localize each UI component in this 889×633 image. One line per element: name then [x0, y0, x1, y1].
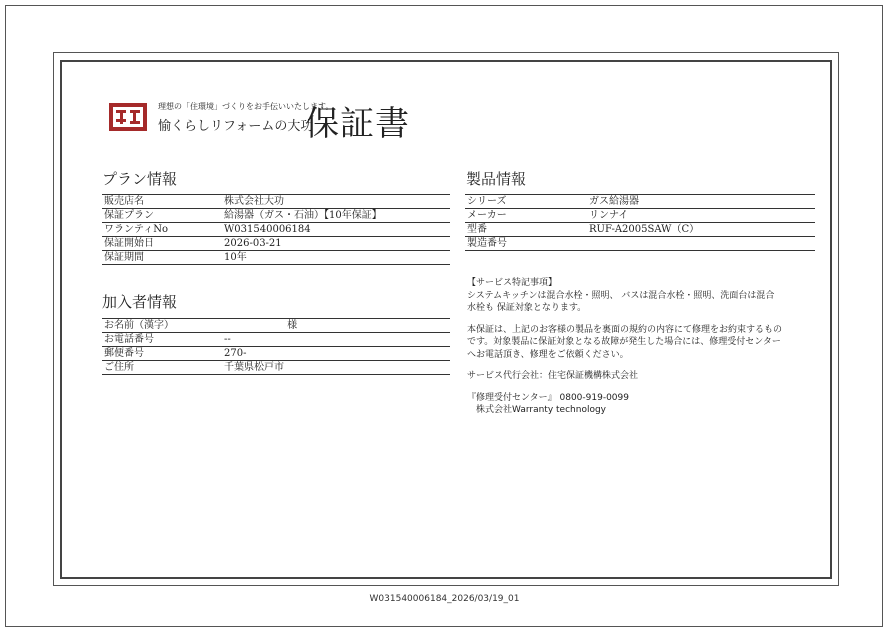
plan-value: 株式会社大功	[222, 195, 450, 209]
service-notes	[467, 277, 812, 417]
table-row	[102, 251, 450, 265]
table-row	[102, 347, 450, 361]
table-row	[102, 319, 450, 333]
notes-body-line: へお電話頂き、修理をご依頼ください。	[467, 349, 629, 360]
plan-section-title: プラン情報	[102, 170, 178, 188]
notes-body-line: です。対象製品に保証対象となる故障が発生した場合には、修理受付センター	[467, 337, 781, 347]
table-row	[102, 195, 450, 209]
member-label: ご住所	[102, 361, 222, 375]
plan-label: 保証プラン	[102, 209, 222, 223]
member-table	[102, 318, 450, 375]
table-row	[465, 237, 815, 251]
product-label: シリーズ	[465, 195, 587, 209]
product-value	[587, 237, 815, 251]
member-section-title: 加入者情報	[102, 293, 178, 311]
table-row	[102, 223, 450, 237]
repair-center-company: 株式会社Warranty technology	[467, 405, 606, 415]
product-value: RUF-A2005SAW（C）	[587, 223, 815, 237]
plan-label: 保証期間	[102, 251, 222, 265]
table-row	[102, 237, 450, 251]
plan-label: 保証開始日	[102, 237, 222, 251]
company-tagline: 理想の「住環境」づくりをお手伝いいたします。	[158, 102, 334, 111]
plan-label: ワランティNo	[102, 223, 222, 237]
document-title: 保証書	[305, 104, 410, 144]
document-id: W031540006184_2026/03/19_01	[369, 594, 520, 604]
product-section-title: 製品情報	[466, 170, 527, 188]
member-value: 様	[222, 319, 450, 333]
member-label: お名前（漢字）	[102, 319, 222, 333]
table-row	[465, 195, 815, 209]
plan-value: 10年	[222, 251, 450, 265]
service-agent: サービス代行会社：住宅保証機構株式会社	[467, 371, 639, 381]
notes-special-line: 水栓も 保証対象となります。	[467, 303, 587, 313]
repair-center-phone: 『修理受付センター』 0800-919-0099	[467, 392, 629, 403]
table-row	[465, 209, 815, 223]
member-label: 郵便番号	[102, 347, 222, 361]
company-name: 愉くらしリフォームの大功	[158, 119, 314, 134]
notes-body-line: 本保証は、上記のお客様の製品を裏面の規約の内容にて修理をお約束するもの	[467, 324, 783, 335]
plan-value: 2026-03-21	[222, 237, 450, 251]
plan-value: 給湯器（ガス・石油）【10年保証】	[222, 209, 450, 223]
member-value: 千葉県松戸市	[222, 361, 450, 375]
product-table	[465, 194, 815, 251]
table-row	[102, 361, 450, 375]
notes-special-line: システムキッチンは混合水栓・照明、 バスは混合水栓・照明、洗面台は混合	[467, 290, 775, 301]
member-label: お電話番号	[102, 333, 222, 347]
table-row	[465, 223, 815, 237]
notes-heading: 【サービス特記事項】	[467, 278, 558, 288]
member-value: 270-	[222, 347, 450, 361]
member-value: --	[222, 333, 450, 347]
plan-table	[102, 194, 450, 265]
product-value: リンナイ	[587, 209, 815, 223]
plan-value: W031540006184	[222, 223, 450, 237]
plan-label: 販売店名	[102, 195, 222, 209]
product-label: 型番	[465, 223, 587, 237]
product-label: メーカー	[465, 209, 587, 223]
company-logo-icon	[108, 101, 148, 133]
product-value: ガス給湯器	[587, 195, 815, 209]
table-row	[102, 209, 450, 223]
product-label: 製造番号	[465, 237, 587, 251]
table-row	[102, 333, 450, 347]
